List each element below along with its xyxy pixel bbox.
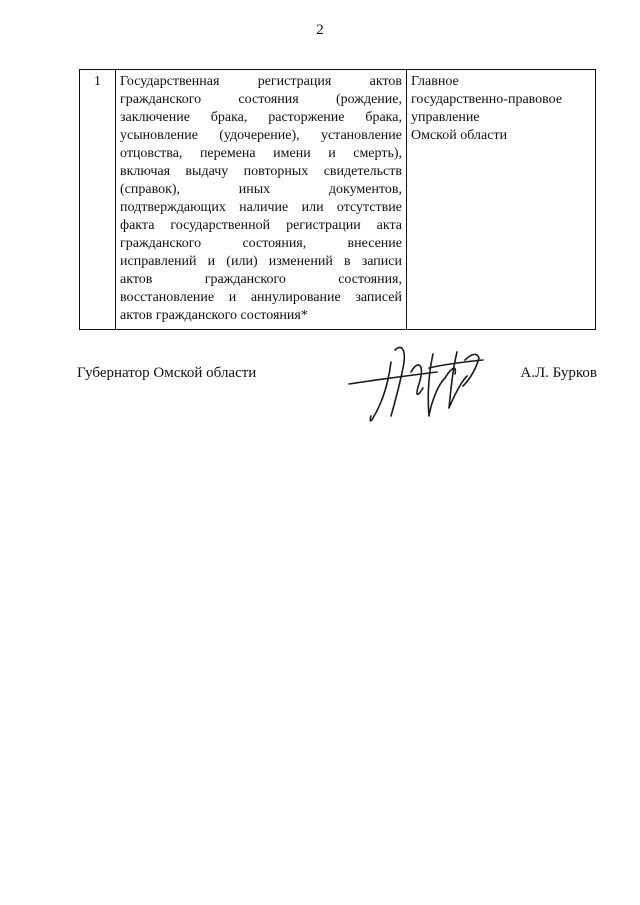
description-line: усыновление (удочерение), установление <box>120 128 402 143</box>
handwritten-signature <box>345 338 505 428</box>
description-line: включая выдачу повторных свидетельств <box>120 164 402 179</box>
services-table <box>79 69 596 330</box>
page-number: 2 <box>316 22 324 38</box>
description-line: Государственная регистрация актов <box>120 74 402 89</box>
table-row <box>80 70 596 330</box>
description-line: факта государственной регистрации акта <box>120 218 402 233</box>
agency-line: Омской области <box>411 128 508 143</box>
description-line: заключение брака, расторжение брака, <box>120 110 402 125</box>
description-line: восстановление и аннулирование записей <box>120 290 402 305</box>
description-line: актов гражданского состояния* <box>120 308 308 323</box>
description-line: подтверждающих наличие или отсутствие <box>120 200 402 215</box>
description-line: отцовства, перемена имени и смерть), <box>120 146 402 161</box>
agency-line: государственно-правовое <box>411 92 563 107</box>
agency-line: Главное <box>411 74 459 89</box>
description-line: актов гражданского состояния, <box>120 272 402 287</box>
row-number: 1 <box>94 74 101 89</box>
row-number-cell <box>80 70 116 330</box>
agency-cell <box>407 70 596 330</box>
signatory-title: Губернатор Омской области <box>77 365 257 381</box>
description-line: гражданского состояния, внесение <box>120 236 402 251</box>
description-line: исправлений и (или) изменений в записи <box>120 254 402 269</box>
signatory-name: А.Л. Бурков <box>520 365 597 381</box>
agency-line: управление <box>411 110 480 125</box>
description-line: гражданского состояния (рождение, <box>120 92 402 107</box>
signature-block <box>77 338 597 428</box>
description-line: (справок), иных документов, <box>120 182 402 197</box>
service-description-cell <box>116 70 407 330</box>
